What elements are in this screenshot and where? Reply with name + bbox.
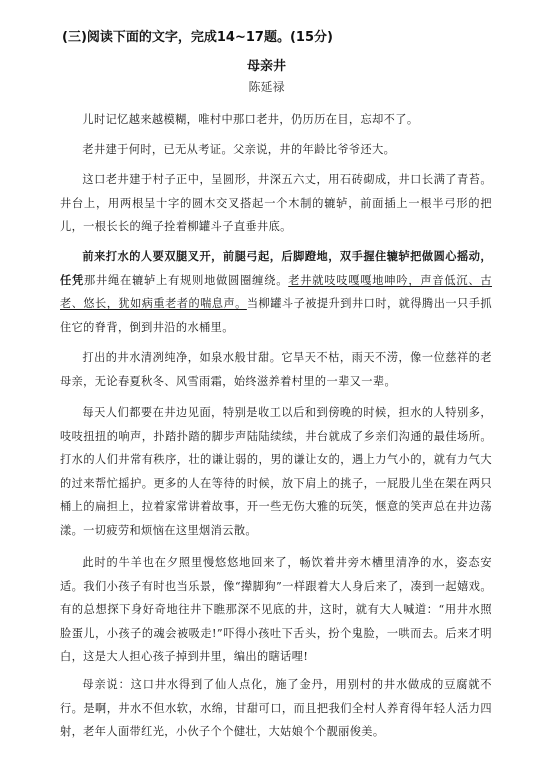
- paragraph-7: 此时的牛羊也在夕照里慢悠悠地回来了，畅饮着井旁木槽里清净的水，姿态安适。我们小孩子有时也当乐景，像“撵脚狗”一样跟着大人身后来了，凑到一起嬉戏。有的总想探下身好奇地往井下瞧那深不见底的井，这时，就有大人喊道：“用井水照脸蛋儿，小孩子的魂会被吸走!”吓得小孩吐下舌头，扮个鬼脸，一哄而去。后来才明白，这是大人担心孩子掉到井里，编出的瞎话哩!: [60, 556, 492, 664]
- paragraph-4-tail: 当柳罐斗子被提升到井口时，就得腾出一只手抓住它的脊背，倒到井沿的水桶里。: [60, 297, 493, 334]
- paragraph-1: 儿时记忆越来越模糊，唯村中那口老井，仍历历在目，忘却不了。: [82, 113, 419, 127]
- paragraph-4: [60, 245, 492, 339]
- article-author: 陈延禄: [248, 80, 285, 94]
- paragraph-4-text: 那井绳在辘轳上有规则地做圆圈缠绕。: [84, 273, 289, 287]
- paragraph-8: 母亲说：这口井水得到了仙人点化，施了金丹，用别村的井水做成的豆腐就不行。是啊，井水不但水软，水绵，甘甜可口，而且把我们全村人养育得年轻人活力四射，老年人面带红光，小伙子个个健壮，大姑娘个个靓丽俊美。: [60, 678, 492, 739]
- paragraph-6: 每天人们都要在井边见面，特别是收工以后和到傍晚的时候，担水的人特别多，吱吱扭扭的响声，扑踏扑踏的脚步声陆陆续续，井台就成了乡亲们沟通的最佳场所。打水的人们井常有秩序，壮的谦让弱的，男的谦让女的，遇上力气小的，就有力气大的过来帮忙摇护。更多的人在等待的时候，放下肩上的挑子，一屁股儿坐在架在两只桶上的扁担上，拉着家常讲着故事，开一些无伤大雅的玩笑，惬意的笑声总在井边荡漾。一切疲劳和烦恼在这里烟消云散。: [60, 406, 492, 537]
- question-header: (三)阅读下面的文字，完成14~17题。(15分): [62, 30, 333, 45]
- paragraph-5: 打出的井水清冽纯净，如泉水般甘甜。它旱天不枯，雨天不涝，像一位慈祥的老母亲，无论春夏秋冬、风雪雨霜，始终滋养着村里的一辈又一辈。: [60, 351, 492, 388]
- underlined-sentence: 老井就吱吱嘎嘎地呻吟，声音低沉、古老、悠长，犹如病重老者的喘息声。: [60, 273, 492, 311]
- bold-sentence: 前来打水的人要双腿叉开，前腿弓起，后脚蹬地，双手握住辘轳把做圆心摇动，任凭: [60, 250, 492, 287]
- paragraph-2: 老井建于何时，已无从考证。父亲说，井的年龄比爷爷还大。: [82, 143, 396, 157]
- article-title: 母亲井: [246, 59, 286, 74]
- paragraph-3: 这口老井建于村子正中，呈圆形，井深五六丈，用石砖砌成，井口长满了青苔。井台上，用两根呈十字的圆木交叉搭起一个木制的辘轳，前面插上一根半弓形的把儿，一根长长的绳子拴着柳罐斗子直垂井底。: [60, 173, 492, 234]
